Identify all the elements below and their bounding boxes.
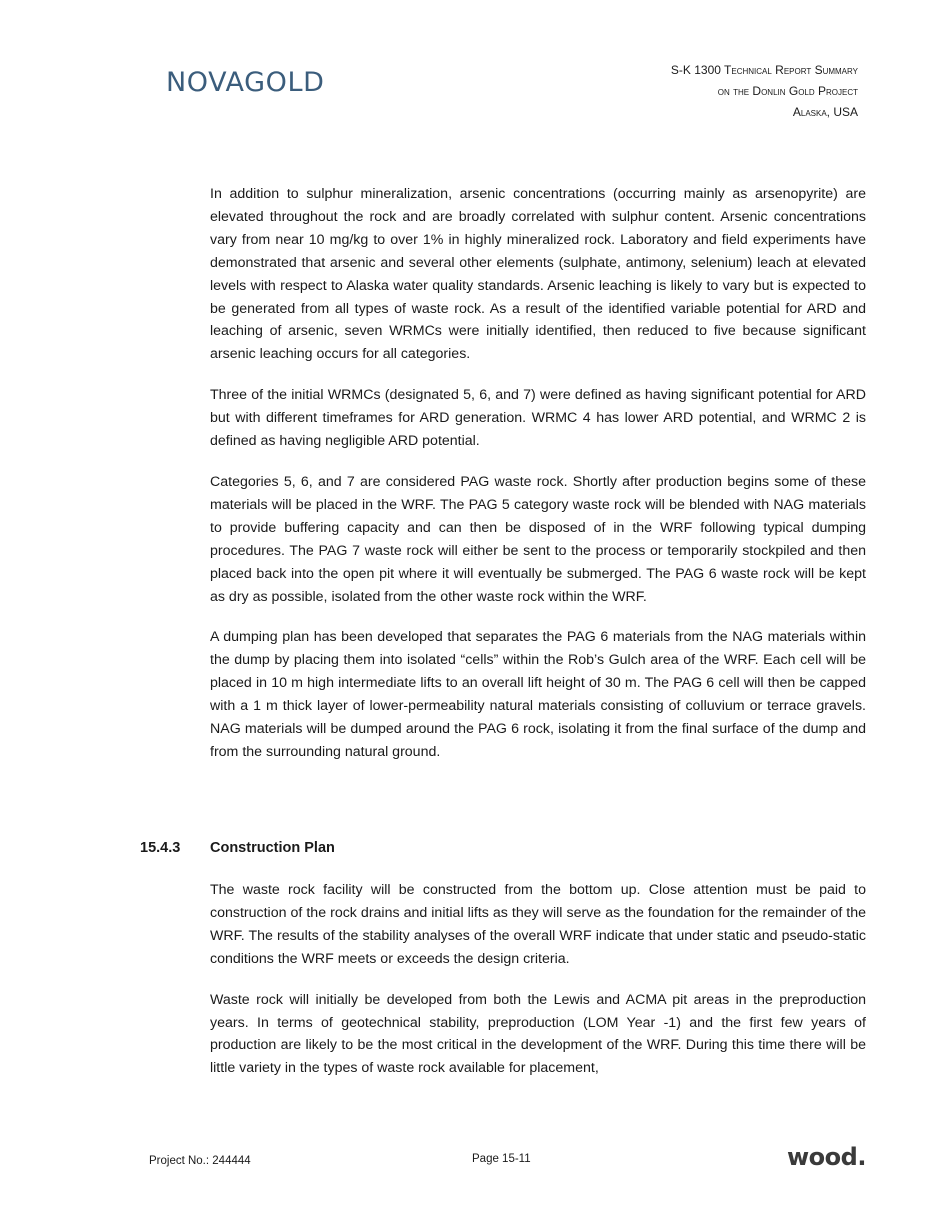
header-title-line1: S-K 1300 Technical Report Summary (670, 63, 858, 77)
report-header (671, 60, 858, 123)
main-body (210, 183, 866, 782)
header-title-line2: on the Donlin Gold Project (717, 84, 858, 98)
section-paragraph: The waste rock facility will be constructed from the bottom up. Close attention must be paid to construction of the rock drains and initial lifts as they will serve as the foundation for the remainder of the WRF. The results of the stability analyses of the overall WRF indicate that under static and pseudo-static conditions the WRF meets or exceeds the design criteria. (210, 882, 866, 967)
section-body (210, 879, 866, 1098)
header-title-line3: Alaska, USA (792, 105, 858, 119)
body-paragraph: Categories 5, 6, and 7 are considered PAG waste rock. Shortly after production begins some of these materials will be placed in the WRF. The PAG 5 category waste rock will be blended with NAG materials to provide buffering capacity and can then be disposed of in the WRF following typical dumping procedures. The PAG 7 waste rock will either be sent to the process or temporarily stockpiled and then placed back into the open pit where it will eventually be submerged. The PAG 6 waste rock will be kept as dry as possible, isolated from the other waste rock within the WRF. (210, 473, 866, 605)
body-paragraph: In addition to sulphur mineralization, arsenic concentrations (occurring mainly as arsenopyrite) are elevated throughout the rock and are broadly correlated with sulphur content. Arsenic concentrations vary from near 10 mg/kg to over 1% in highly mineralized rock. Laboratory and field experiments have demonstrated that arsenic and several other elements (sulphate, antimony, selenium) leach at elevated levels with respect to Alaska water quality standards. Arsenic leaching is likely to vary but is expected to be generated from all types of waste rock. As a result of the identified variable potential for ARD and leaching of arsenic, seven WRMCs were initially identified, then reduced to five because significant arsenic leaching occurs for all categories. (210, 186, 866, 363)
section-paragraph: Waste rock will initially be developed from both the Lewis and ACMA pit areas in the preproduction years. In terms of geotechnical stability, preproduction (LOM Year -1) and the first few years of production are likely to be the most critical in the development of the WRF. During this time there will be little variety in the types of waste rock available for placement, (210, 991, 866, 1077)
novagold-logo-text: NOVAGOLD (166, 67, 325, 98)
section-heading (140, 840, 335, 856)
body-paragraph: Three of the initial WRMCs (designated 5, 6, and 7) were defined as having significant potential for ARD but with different timeframes for ARD generation. WRMC 4 has lower ARD potential, and WRMC 2 is defined as having negligible ARD potential. (210, 387, 866, 450)
wood-logo: wood. (787, 1143, 866, 1171)
novagold-logo (166, 64, 325, 98)
section-number: 15.4.3 (140, 840, 181, 856)
project-number: Project No.: 244444 (149, 1155, 251, 1167)
section-title: Construction Plan (210, 840, 335, 856)
page-number: Page 15-11 (472, 1153, 531, 1165)
body-paragraph: A dumping plan has been developed that separates the PAG 6 materials from the NAG materials within the dump by placing them into isolated “cells” within the Rob’s Gulch area of the WRF. Each cell will be placed in 10 m high intermediate lifts to an overall lift height of 30 m. The PAG 6 cell will then be capped with a 1 m thick layer of lower-permeability natural materials consisting of colluvium or terrace gravels. NAG materials will be dumped around the PAG 6 rock, isolating it from the final surface of the dump and from the surrounding natural ground. (210, 629, 866, 760)
